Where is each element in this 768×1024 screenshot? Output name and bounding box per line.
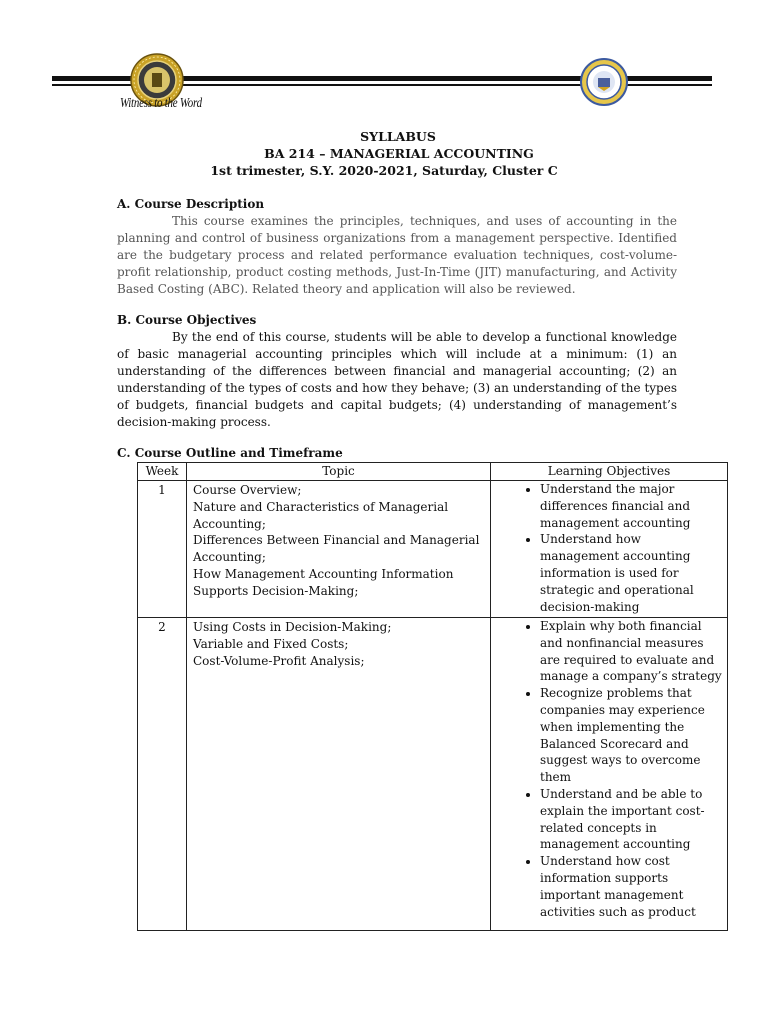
topic-item: Nature and Characteristics of Managerial Accounting; [193,499,449,531]
course-objectives-text: By the end of this course, students will be able to develop a functional knowledge of basic managerial accounting principles which will include at a minimum: (1) an understanding of the differences between financial and managerial accounting; (2) an understanding of the types of costs and how they behave; (3) an understanding of the types of budgets, financial budgets and capital budgets; (4) understanding of management’s decision-making process. [117,330,677,429]
topic-item: Differences Between Financial and Managerial Accounting; [193,533,480,565]
document-title-block [0,128,768,179]
section-a-heading: A. Course Description [117,197,265,211]
motto-text: Witness to the Word [120,96,202,111]
objectives-cell [491,481,728,618]
topic-item: Variable and Fixed Costs; [193,636,349,651]
objectives-cell [491,618,728,931]
topic-cell [187,481,491,618]
table-header-row [138,463,728,481]
objective-item: • Understand how management accounting information is used for strategic and operational decision-making [540,531,723,615]
topic-item: Using Costs in Decision-Making; [193,620,392,634]
week-cell: 1 [138,481,187,618]
table-row [138,481,728,618]
topic-cell [187,618,491,931]
topic-item: Cost-Volume-Profit Analysis; [193,653,365,668]
objective-item: • Recognize problems that companies may experience when implementing the Balanced Scorecard and suggest ways to overcome them [540,685,723,786]
course-outline-table [137,462,728,931]
section-c-heading: C. Course Outline and Timeframe [117,446,343,460]
column-header-topic: Topic [187,463,491,481]
objective-item: • Explain why both financial and nonfinancial measures are required to evaluate and manage a company’s strategy [540,618,723,685]
table-row [138,618,728,931]
course-description-text: This course examines the principles, techniques, and uses of accounting in the planning and control of business organizations from a management perspective. Identified are the budgetary process and related performance evaluation techniques, cost-volume-profit relationship, product costing methods, Just-In-Time (JIT) manufacturing, and Activity Based Costing (ABC). Related theory and application will also be reviewed. [117,214,677,296]
topic-item: Course Overview; [193,483,302,497]
syllabus-body [117,196,677,462]
objective-item: • Understand and be able to explain the important cost-related concepts in management accounting [540,786,723,853]
section-b-heading: B. Course Objectives [117,313,257,327]
title-syllabus: SYLLABUS [360,129,436,144]
topic-item: How Management Accounting Information Supports Decision-Making; [193,566,454,598]
week-cell: 2 [138,618,187,931]
objective-item: • Understand the major differences financial and management accounting [540,481,723,531]
college-seal-icon [580,58,628,106]
column-header-week: Week [138,463,187,481]
title-course: BA 214 – MANAGERIAL ACCOUNTING [264,146,534,161]
column-header-objectives: Learning Objectives [491,463,728,481]
title-term: 1st trimester, S.Y. 2020-2021, Saturday, Cluster C [210,163,558,178]
objective-item: • Understand how cost information supports important management activities such as product [540,853,723,920]
